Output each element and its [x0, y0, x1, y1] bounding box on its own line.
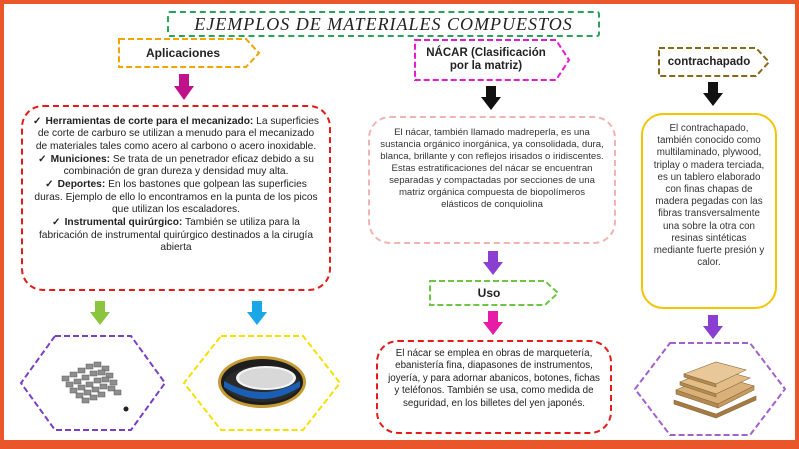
item-term: Municiones:	[50, 153, 111, 165]
nacar-description-box	[368, 116, 616, 244]
tungsten-ring-image	[214, 351, 310, 413]
item-term: Instrumental quirúrgico:	[64, 217, 183, 229]
nacar-description-2: Estas estratificaciones del nácar se encuentran separadas y compactadas por secciones de una matriz orgánica compuesta de biopolímeros elásticos de conquiolina	[389, 163, 595, 210]
check-icon: ✓	[45, 179, 54, 191]
item-text: Se trata de un penetrador eficaz debido a su combinación de gran dureza y densidad muy alta.	[63, 153, 314, 178]
contrachapado-description: El contrachapado, también conocido como multilaminado, plywood, triplay o madera terciada, es un tablero elaborado con finas chapas de madera pegadas con las fibras transversalmente una sobre la otra con resinas sintéticas mediante fuerte presión y calor.	[653, 123, 765, 269]
arrow-down-blue	[247, 301, 267, 327]
arrow-down-purple-1	[483, 251, 503, 277]
contrachapado-description-box	[641, 113, 777, 309]
arrow-down-green	[90, 301, 110, 327]
list-item	[31, 179, 321, 216]
item-term: Deportes:	[57, 179, 106, 191]
nacar-description-1: El nácar, también llamado madreperla, es una sustancia orgánico inorgánica, ya consolidada, dura, blanca, brillante y con reflejos irisados o iridiscentes.	[380, 127, 604, 162]
list-item	[31, 116, 321, 153]
item-text: La superficies de corte de carburo se utilizan a menudo para el mecanizado de materiales tales como acero al carbono o acero inoxidable.	[35, 116, 320, 152]
check-icon: ✓	[32, 116, 42, 127]
check-icon: ✓	[38, 153, 47, 165]
uso-description-box	[376, 340, 612, 434]
arrow-down-magenta-1	[174, 74, 194, 102]
uso-description: El nácar se emplea en obras de marquetería, ebanistería fina, diapasones de instrumentos, joyería, y para adornar abanicos, botones, fichas y teléfonos. También se usa, como medida de seguridad, en los billetes del yen japonés.	[388, 348, 600, 409]
page-title: EJEMPLOS DE MATERIALES COMPUESTOS	[167, 11, 600, 37]
check-icon: ✓	[52, 217, 61, 229]
contrachapado-tag: contrachapado	[667, 56, 751, 68]
uso-tag: Uso	[477, 286, 501, 300]
arrow-down-purple-2	[703, 315, 723, 341]
item-text: También se utiliza para la fabricación de instrumental quirúrgico destinados a la cirugía abierta	[38, 217, 314, 253]
plywood-sheets-image	[672, 360, 758, 418]
diagram-canvas	[4, 4, 795, 440]
aplicaciones-list	[31, 116, 321, 254]
list-item	[31, 217, 321, 254]
item-text: En los bastones que golpean las superficies duras. Ejemplo de ello lo encontramos en la punta de los picos que utilizan los escaladores.	[34, 179, 318, 216]
list-item	[31, 154, 321, 179]
nacar-tag: NÁCAR (Clasificación por la matriz)	[426, 47, 546, 72]
arrow-down-black-1	[481, 86, 501, 112]
arrow-down-black-2	[703, 82, 723, 108]
item-term: Herramientas de corte para el mecanizado:	[45, 116, 254, 127]
aplicaciones-box	[21, 105, 331, 291]
carbide-pieces-image	[54, 354, 134, 414]
arrow-down-pink	[483, 311, 503, 337]
aplicaciones-tag: Aplicaciones	[145, 46, 221, 60]
